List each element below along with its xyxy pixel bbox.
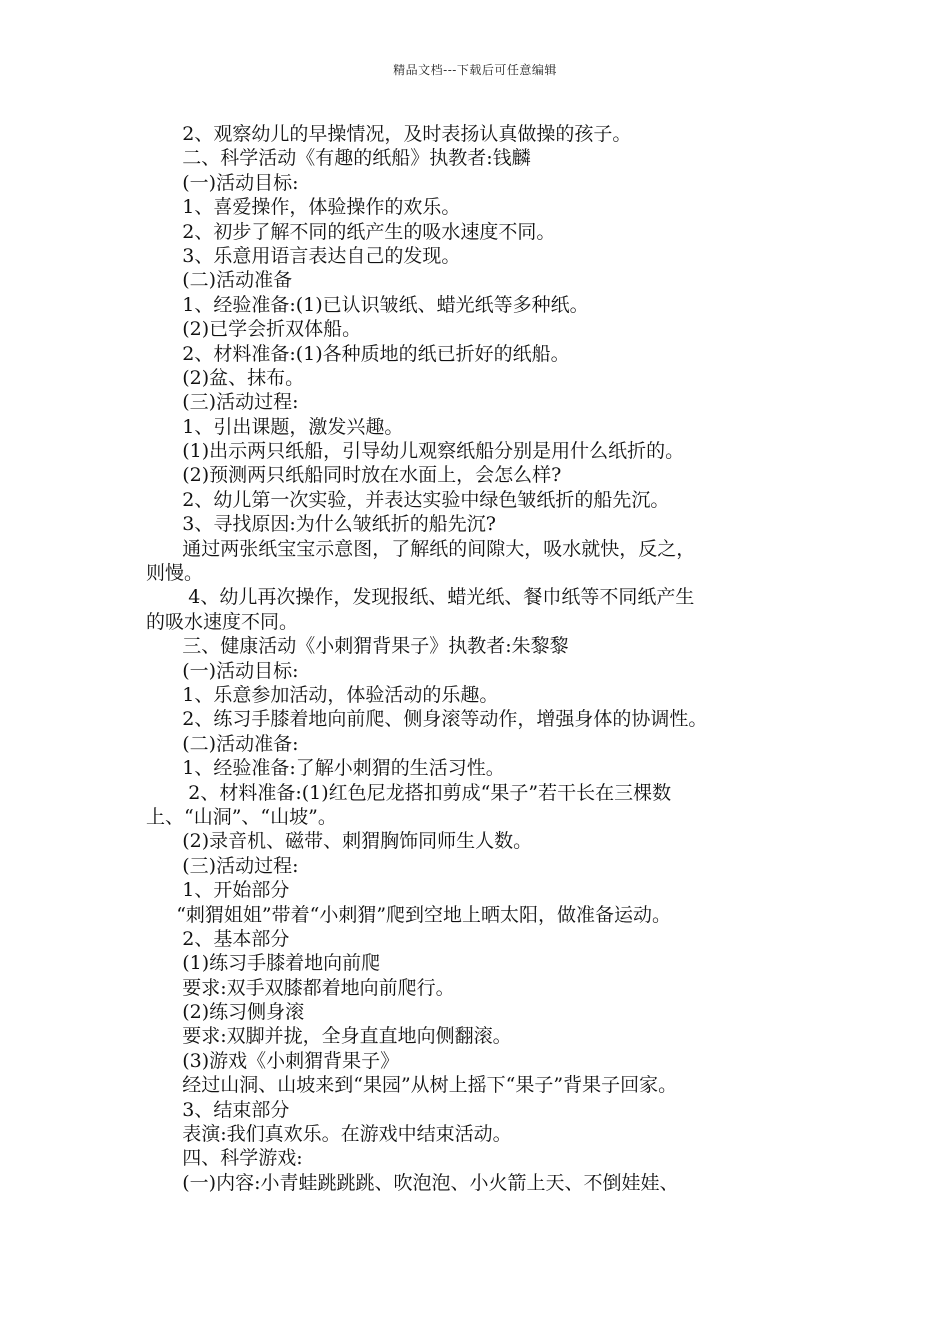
text-line: 3、结束部分 [146,1098,290,1121]
text-line: 1、经验准备:了解小刺猬的生活习性。 [146,757,505,780]
text-line: 三、健康活动《小刺猬背果子》执教者:朱黎黎 [146,635,569,658]
text-line: 1、引出课题，激发兴趣。 [146,415,404,438]
text-line: 1、喜爱操作，体验操作的欢乐。 [146,196,461,219]
text-line: 2、练习手膝着地向前爬、侧身滚等动作，增强身体的协调性。 [146,708,708,731]
text-line: 表演:我们真欢乐。在游戏中结束活动。 [146,1123,512,1146]
text-line: 4、幼儿再次操作，发现报纸、蜡光纸、餐巾纸等不同纸产生 [146,586,695,609]
text-line: (2)录音机、磁带、刺猬胸饰同师生人数。 [146,830,533,853]
text-line: (1)出示两只纸船，引导幼儿观察纸船分别是用什么纸折的。 [146,440,685,463]
text-line: (一)活动目标: [146,659,299,682]
text-line: 3、乐意用语言表达自己的发现。 [146,244,461,267]
text-line: (2)盆、抹布。 [146,366,305,389]
document-body [146,122,826,1195]
text-line: 则慢。 [146,562,204,585]
text-line: 2、初步了解不同的纸产生的吸水速度不同。 [146,220,556,243]
text-line: (2)练习侧身滚 [146,1001,305,1024]
text-line: (一)活动目标: [146,171,299,194]
text-line: 2、材料准备:(1)红色尼龙搭扣剪成“果子”若干长在三棵数 [146,781,672,804]
text-line: 2、幼儿第一次实验，并表达实验中绿色皱纸折的船先沉。 [146,488,670,511]
text-line: 3、寻找原因:为什么皱纸折的船先沉? [146,513,496,536]
text-line: (三)活动过程: [146,854,299,877]
text-line: 上、“山洞”、“山坡”。 [146,805,337,828]
text-line: 1、乐意参加活动，体验活动的乐趣。 [146,683,499,706]
text-line: 2、材料准备:(1)各种质地的纸已折好的纸船。 [146,342,570,365]
text-line: 2、观察幼儿的早操情况，及时表扬认真做操的孩子。 [146,123,632,145]
text-line: (3)游戏《小刺猬背果子》 [146,1049,400,1072]
text-line: 2、基本部分 [146,927,290,950]
text-line: (2)预测两只纸船同时放在水面上，会怎么样? [146,464,562,487]
text-line: 四、科学游戏: [146,1147,303,1170]
page-header: 精品文档---下载后可任意编辑 [393,63,557,77]
text-line: (二)活动准备 [146,269,293,292]
text-line: (2)已学会折双体船。 [146,318,362,341]
text-line: 经过山洞、山坡来到“果园”从树上摇下“果子”背果子回家。 [146,1074,678,1097]
text-line: 要求:双手双膝都着地向前爬行。 [146,976,455,999]
text-line: 的吸水速度不同。 [146,610,299,633]
text-line: 1、开始部分 [146,879,290,902]
text-line: 1、经验准备:(1)已认识皱纸、蜡光纸等多种纸。 [146,293,589,316]
text-line: (二)活动准备: [146,732,299,755]
text-line: 二、科学活动《有趣的纸船》执教者:钱麟 [146,147,531,170]
text-line: (1)练习手膝着地向前爬 [146,952,381,975]
text-line: 通过两张纸宝宝示意图，了解纸的间隙大，吸水就快，反之， [146,537,696,560]
text-line: “刺猬姐姐”带着“小刺猬”爬到空地上晒太阳，做准备运动。 [146,903,672,926]
text-line: (三)活动过程: [146,391,299,414]
text-line: (一)内容:小青蛙跳跳跳、吹泡泡、小火箭上天、不倒娃娃、 [146,1171,679,1194]
text-line: 要求:双脚并拢，全身直直地向侧翻滚。 [146,1025,512,1048]
